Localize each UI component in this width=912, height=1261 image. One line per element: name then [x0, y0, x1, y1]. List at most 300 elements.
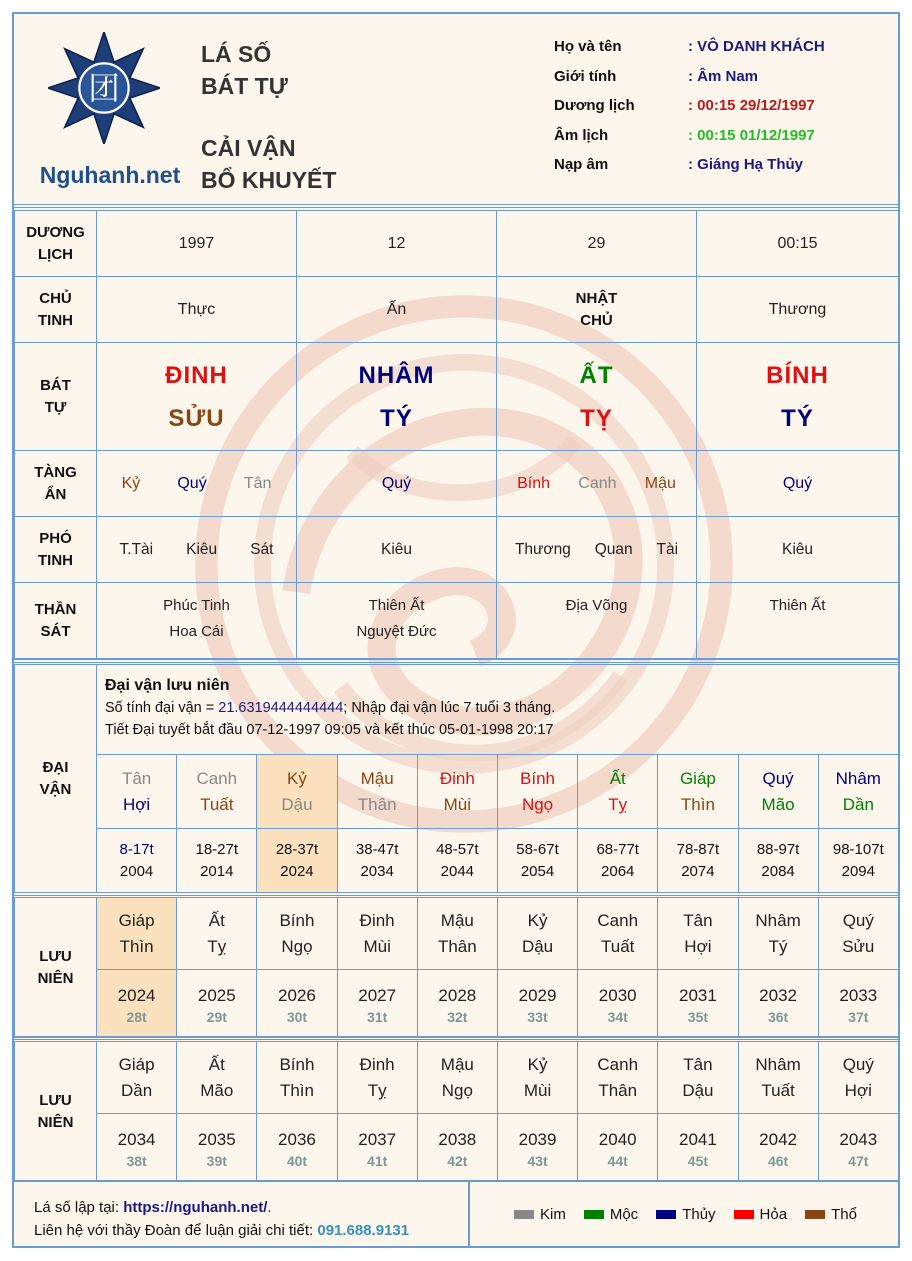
luu-nien-stem: Đinh — [359, 910, 395, 930]
dai-van-heading: Đại vận lưu niên — [105, 677, 230, 694]
luu-nien-age: 38t — [126, 1152, 147, 1169]
dai-van-age: 18-27t — [195, 840, 239, 858]
dai-van-age-cell[interactable] — [337, 829, 417, 893]
luu-nien-pillar[interactable] — [177, 1042, 257, 1114]
chu-tinh-month: Ấn — [297, 277, 497, 343]
dai-van-age: 8-17t — [119, 840, 154, 858]
luu-nien-stem: Bính — [279, 910, 315, 930]
dai-van-age: 98-107t — [832, 840, 884, 858]
pillar-branch: TÝ — [781, 404, 814, 432]
hidden-stem: Bính — [517, 474, 551, 492]
luu-nien-branch: Sửu — [842, 936, 875, 956]
luu-nien-age: 30t — [286, 1008, 308, 1025]
info-row — [554, 127, 825, 157]
dai-van-age-cell[interactable] — [257, 829, 337, 893]
luu-nien-age: 46t — [767, 1152, 789, 1169]
spirit-star: Hoa Cái — [169, 623, 224, 640]
dai-van-pillar[interactable] — [417, 755, 497, 829]
dai-van-age-cell[interactable] — [97, 829, 177, 893]
year-value: 1997 — [97, 211, 297, 277]
luu-nien-age: 34t — [607, 1008, 628, 1025]
pillar-cell — [697, 343, 899, 451]
luu-nien-year: 2038 — [438, 1129, 477, 1149]
spirit-cell — [97, 583, 297, 659]
luu-nien-stem: Giáp — [118, 910, 155, 930]
day-value: 29 — [497, 211, 697, 277]
luu-nien-age: 36t — [767, 1008, 789, 1025]
luu-nien-pillar[interactable] — [97, 1042, 177, 1114]
luu-nien-year-cell[interactable] — [257, 1114, 337, 1182]
dai-van-pillar[interactable] — [337, 755, 417, 829]
dai-van-info — [97, 665, 899, 755]
secondary-star: T.Tài — [119, 540, 154, 558]
dai-van-stem: Giáp — [679, 768, 716, 788]
dai-van-age: 78-87t — [676, 840, 720, 858]
dai-van-year: 2044 — [440, 862, 475, 880]
luu-nien-year-cell[interactable] — [417, 1114, 497, 1182]
luu-nien-stem: Ất — [208, 1054, 225, 1074]
legend-item — [514, 1206, 566, 1223]
hidden-stem: Quý — [782, 474, 813, 492]
info-label: Giới tính — [554, 67, 617, 85]
dai-van-table — [14, 664, 899, 893]
luu-nien-year-cell[interactable] — [97, 1114, 177, 1182]
luu-nien-branch: Tỵ — [207, 936, 227, 956]
info-label: Nạp âm — [554, 156, 609, 173]
legend-item — [805, 1206, 857, 1223]
luu-nien-age: 40t — [286, 1152, 308, 1169]
dai-van-year: 2084 — [761, 862, 795, 880]
info-value: : Giáng Hạ Thủy — [688, 156, 804, 173]
row-label-luu-nien-1: LƯU NIÊN — [15, 898, 97, 1038]
dai-van-pillar[interactable] — [738, 755, 818, 829]
luu-nien-branch: Tỵ — [367, 1080, 387, 1100]
dai-van-stem: Bính — [520, 768, 556, 788]
info-label: Họ và tên — [554, 38, 622, 55]
hidden-stem: Quý — [381, 474, 412, 492]
dai-van-branch: Tỵ — [608, 794, 628, 814]
luu-nien-branch: Dậu — [521, 936, 554, 956]
luu-nien-year: 2025 — [197, 985, 236, 1005]
dai-van-branch: Hợi — [122, 794, 151, 814]
luu-nien-pillar[interactable] — [578, 898, 658, 970]
legend-swatch — [805, 1210, 825, 1219]
dai-van-age-cell[interactable] — [497, 829, 577, 893]
row-label-bat-tu: BÁT TỰ — [15, 343, 97, 451]
element-legend — [514, 1206, 875, 1223]
row-label-tang-an: TÀNG ẨN — [15, 451, 97, 517]
luu-nien-year-cell[interactable] — [738, 1114, 818, 1182]
luu-nien-year: 2039 — [518, 1129, 557, 1149]
spirit-star: Thiên Ất — [368, 597, 425, 614]
row-tang-an — [15, 451, 899, 517]
legend-item — [584, 1206, 638, 1223]
pillar-branch: TỴ — [580, 404, 613, 432]
secondary-star: Kiêu — [186, 540, 218, 558]
dai-van-line-1: Số tính đại vận = 21.6319444444444; Nhập đại vận lúc 7 tuổi 3 tháng. — [105, 700, 556, 716]
luu-nien-pillar[interactable] — [578, 1042, 658, 1114]
legend-swatch — [734, 1210, 754, 1219]
title-block — [201, 38, 336, 196]
pillar-cell — [97, 343, 297, 451]
luu-nien-year-cell[interactable] — [497, 1114, 577, 1182]
luu-nien-pillar[interactable] — [257, 1042, 337, 1114]
dai-van-age-cell[interactable] — [818, 829, 898, 893]
luu-nien-branch: Ngọ — [441, 1080, 473, 1100]
info-value: : VÔ DANH KHÁCH — [688, 38, 825, 55]
luu-nien-branch: Thìn — [279, 1080, 314, 1100]
dai-van-pillar[interactable] — [578, 755, 658, 829]
luu-nien-table-1 — [14, 897, 899, 1038]
info-row — [554, 156, 825, 186]
dai-van-stem: Quý — [762, 768, 794, 788]
luu-nien-year: 2041 — [678, 1129, 717, 1149]
luu-nien-year-cell[interactable] — [417, 970, 497, 1038]
luu-nien-stem: Canh — [597, 1054, 639, 1074]
header — [14, 14, 898, 204]
hour-value: 00:15 — [697, 211, 899, 277]
luu-nien-year-cell[interactable] — [337, 970, 417, 1038]
secondary-star-cell — [97, 517, 297, 583]
luu-nien-year: 2031 — [678, 985, 717, 1005]
legend-label: Thổ — [831, 1206, 857, 1223]
footer-text: Lá số lập tại: https://nguhanh.net/. Liên hệ với thầy Đoàn để luận giải chi tiết: 091.688.9131 — [34, 1199, 410, 1239]
luu-nien-branch: Hợi — [844, 1080, 872, 1100]
luu-nien-year: 2034 — [117, 1129, 156, 1149]
luu-nien-branch: Thìn — [119, 936, 154, 956]
luu-nien-year: 2035 — [197, 1129, 236, 1149]
info-label: Âm lịch — [554, 126, 609, 144]
luu-nien-branch: Tuất — [761, 1080, 795, 1100]
luu-nien-pillar[interactable] — [818, 1042, 898, 1114]
row-pho-tinh — [15, 517, 899, 583]
hidden-stem: Kỷ — [121, 474, 141, 492]
dai-van-branch: Mão — [761, 794, 795, 814]
luu-nien-branch: Mùi — [363, 936, 391, 956]
dai-van-stem: Mậu — [360, 768, 394, 788]
luu-nien-branch: Mão — [200, 1080, 234, 1100]
dai-van-age: 48-57t — [436, 840, 479, 858]
luu-nien-pillar[interactable] — [497, 898, 577, 970]
dai-van-year: 2074 — [681, 862, 715, 880]
luu-nien-pillar[interactable] — [257, 898, 337, 970]
row-label-pho-tinh: PHÓ TINH — [15, 517, 97, 583]
dai-van-year: 2014 — [200, 862, 234, 880]
dai-van-stem: Nhâm — [835, 768, 881, 788]
luu-nien-age: 39t — [206, 1152, 227, 1169]
luu-nien-stem: Đinh — [359, 1054, 395, 1074]
hidden-stems-cell — [97, 451, 297, 517]
dai-van-branch: Dần — [842, 794, 874, 814]
dai-van-year: 2024 — [280, 862, 314, 880]
spirit-cell — [297, 583, 497, 659]
spirit-cell — [497, 583, 697, 659]
luu-nien-stem: Quý — [842, 910, 874, 930]
logo-star-icon — [48, 32, 160, 144]
hidden-stem: Canh — [578, 474, 617, 492]
dai-van-pillar[interactable] — [497, 755, 577, 829]
luu-nien-age: 32t — [447, 1008, 468, 1025]
dai-van-age-cell[interactable] — [658, 829, 738, 893]
legend-label: Hỏa — [759, 1206, 788, 1223]
luu-nien-year-cell[interactable] — [578, 970, 658, 1038]
luu-nien-year: 2030 — [598, 985, 637, 1005]
luu-nien-stem: Nhâm — [755, 910, 801, 930]
luu-nien-age: 45t — [687, 1152, 709, 1169]
title-line-2: BÁT TỰ — [201, 73, 288, 99]
hidden-stems-cell — [697, 451, 899, 517]
info-row — [554, 38, 825, 68]
legend-label: Thủy — [682, 1206, 716, 1223]
dai-van-branch: Tuất — [200, 794, 234, 814]
luu-nien-year: 2033 — [839, 985, 878, 1005]
chu-tinh-year: Thực — [97, 277, 297, 343]
dai-van-pillar[interactable] — [177, 755, 257, 829]
luu-nien-pillar[interactable] — [337, 898, 417, 970]
luu-nien-year-cell[interactable] — [257, 970, 337, 1038]
divider — [14, 204, 898, 208]
luu-nien-year-cell[interactable] — [337, 1114, 417, 1182]
secondary-star: Thương — [514, 540, 571, 558]
dai-van-age: 28-37t — [275, 840, 319, 858]
luu-nien-year-cell[interactable] — [818, 970, 898, 1038]
secondary-star: Kiêu — [380, 540, 413, 558]
dai-van-pillar[interactable] — [658, 755, 738, 829]
bazi-chart-table — [14, 210, 899, 659]
luu-nien-branch: Tý — [768, 936, 788, 956]
luu-nien-stem: Kỷ — [527, 910, 548, 930]
dai-van-year: 2064 — [601, 862, 635, 880]
dai-van-stem: Kỷ — [287, 768, 307, 788]
luu-nien-branch: Mùi — [523, 1080, 552, 1100]
divider — [14, 1036, 898, 1040]
luu-nien-stem: Nhâm — [755, 1054, 801, 1074]
hidden-stems-cell — [297, 451, 497, 517]
luu-nien-age: 29t — [206, 1008, 227, 1025]
luu-nien-stem: Tân — [683, 1054, 713, 1074]
dai-van-pillar[interactable] — [818, 755, 898, 829]
bazi-sheet — [12, 12, 900, 1248]
info-value: : Âm Nam — [688, 67, 759, 85]
secondary-star-cell — [697, 517, 899, 583]
site-link[interactable]: https://nguhanh.net/ — [123, 1199, 268, 1216]
luu-nien-branch: Ngọ — [281, 936, 313, 956]
luu-nien-year: 2037 — [358, 1129, 397, 1149]
spirit-star: Nguyệt Đức — [356, 623, 437, 640]
dai-van-age: 88-97t — [756, 840, 800, 858]
hidden-stem: Mậu — [644, 474, 676, 492]
luu-nien-year: 2036 — [278, 1129, 316, 1149]
luu-nien-age: 43t — [527, 1152, 548, 1169]
luu-nien-pillar[interactable] — [417, 898, 497, 970]
secondary-star: Tài — [656, 540, 679, 558]
luu-nien-year: 2042 — [759, 1129, 797, 1149]
dai-van-branch: Dậu — [281, 794, 313, 814]
luu-nien-stem: Tân — [683, 910, 713, 930]
hidden-stem: Quý — [177, 474, 207, 492]
dai-van-pillar[interactable] — [97, 755, 177, 829]
row-than-sat — [15, 583, 899, 659]
dai-van-line-2: Tiết Đại tuyết bắt đầu 07-12-1997 09:05 và kết thúc 05-01-1998 20:17 — [105, 722, 554, 738]
hidden-stems-cell — [497, 451, 697, 517]
luu-nien-age: 42t — [447, 1152, 468, 1169]
row-label-chu-tinh: CHỦ TINH — [15, 277, 97, 343]
luu-nien-stem: Ất — [208, 910, 225, 930]
dai-van-pillar[interactable] — [257, 755, 337, 829]
phone-number[interactable]: 091.688.9131 — [317, 1222, 410, 1239]
legend-label: Kim — [540, 1206, 566, 1223]
pillar-stem: ẤT — [579, 361, 614, 389]
subtitle-line-2: BỔ KHUYẾT — [201, 167, 337, 193]
luu-nien-age: 47t — [848, 1152, 869, 1169]
luu-nien-year: 2027 — [358, 985, 397, 1005]
info-value: : 00:15 01/12/1997 — [688, 126, 815, 144]
nhat-chu-label: NHẬT CHỦ — [497, 277, 697, 343]
secondary-star: Quan — [594, 540, 633, 558]
luu-nien-pillar[interactable] — [738, 1042, 818, 1114]
luu-nien-age: 37t — [848, 1008, 869, 1025]
luu-nien-branch: Dậu — [682, 1080, 714, 1100]
secondary-star: Kiêu — [781, 540, 814, 558]
luu-nien-stem: Quý — [842, 1054, 874, 1074]
row-label-duong-lich: DƯƠNG LỊCH — [15, 211, 97, 277]
row-duong-lich — [15, 211, 899, 277]
luu-nien-year: 2028 — [438, 985, 477, 1005]
luu-nien-age: 35t — [687, 1008, 709, 1025]
luu-nien-pillar[interactable] — [337, 1042, 417, 1114]
pillar-branch: SỬU — [168, 404, 225, 432]
chu-tinh-hour: Thương — [697, 277, 899, 343]
dai-van-branch: Thìn — [680, 794, 715, 814]
dai-van-stem: Ất — [609, 768, 626, 788]
luu-nien-pillar[interactable] — [177, 898, 257, 970]
spirit-cell — [697, 583, 899, 659]
secondary-star-cell — [497, 517, 697, 583]
luu-nien-year-cell[interactable] — [97, 970, 177, 1038]
info-label: Dương lịch — [554, 97, 635, 114]
luu-nien-stem: Canh — [597, 910, 639, 930]
divider — [14, 892, 898, 896]
pillar-stem: NHÂM — [358, 361, 435, 389]
info-row — [554, 97, 825, 127]
hidden-stem: Tân — [243, 474, 272, 492]
dai-van-year: 2004 — [119, 862, 154, 880]
luu-nien-year-cell[interactable] — [177, 970, 257, 1038]
luu-nien-year: 2026 — [278, 985, 316, 1005]
luu-nien-pillar[interactable] — [738, 898, 818, 970]
dai-van-age-cell[interactable] — [177, 829, 257, 893]
luu-nien-year-cell[interactable] — [177, 1114, 257, 1182]
luu-nien-year-cell[interactable] — [497, 970, 577, 1038]
luu-nien-year-cell[interactable] — [738, 970, 818, 1038]
luu-nien-branch: Thân — [598, 1080, 638, 1100]
dai-van-age-cell[interactable] — [578, 829, 658, 893]
legend-swatch — [514, 1210, 534, 1219]
luu-nien-pillar[interactable] — [497, 1042, 577, 1114]
spirit-star: Địa Võng — [565, 597, 628, 614]
luu-nien-year-cell[interactable] — [658, 1114, 738, 1182]
info-value: : 00:15 29/12/1997 — [688, 97, 815, 114]
spirit-star: Thiên Ất — [769, 597, 826, 614]
footer — [14, 1180, 898, 1246]
luu-nien-branch: Dần — [121, 1080, 153, 1100]
luu-nien-year-cell[interactable] — [818, 1114, 898, 1182]
row-label-luu-nien-2: LƯU NIÊN — [15, 1042, 97, 1182]
dai-van-year: 2034 — [360, 862, 394, 880]
row-label-than-sat: THẦN SÁT — [15, 583, 97, 659]
luu-nien-table-2 — [14, 1041, 899, 1182]
secondary-star-cell — [297, 517, 497, 583]
title-line-1: LÁ SỐ — [201, 41, 272, 67]
luu-nien-year-cell[interactable] — [658, 970, 738, 1038]
luu-nien-age: 31t — [367, 1008, 388, 1025]
pillar-stem: BÍNH — [766, 361, 829, 389]
luu-nien-age: 33t — [527, 1008, 548, 1025]
footer-divider — [468, 1182, 470, 1248]
luu-nien-stem: Mậu — [440, 1054, 474, 1074]
legend-swatch — [584, 1210, 604, 1219]
luu-nien-year-cell[interactable] — [578, 1114, 658, 1182]
pillar-cell — [297, 343, 497, 451]
dai-van-age: 38-47t — [355, 840, 399, 858]
luu-nien-pillar[interactable] — [658, 898, 738, 970]
luu-nien-stem: Bính — [279, 1054, 315, 1074]
dai-van-stem: Canh — [196, 768, 238, 788]
person-info — [554, 38, 825, 186]
divider — [14, 659, 898, 663]
luu-nien-pillar[interactable] — [97, 898, 177, 970]
luu-nien-pillar[interactable] — [658, 1042, 738, 1114]
row-label-dai-van: ĐẠI VẬN — [15, 665, 97, 893]
dai-van-stem: Tân — [121, 768, 152, 788]
luu-nien-pillar[interactable] — [417, 1042, 497, 1114]
dai-van-branch: Ngọ — [521, 794, 554, 814]
dai-van-age: 68-77t — [596, 840, 639, 858]
secondary-star: Sát — [250, 540, 274, 558]
site-name[interactable]: Nguhanh.net — [39, 162, 181, 188]
dai-van-age: 58-67t — [516, 840, 559, 858]
luu-nien-branch: Hợi — [684, 936, 712, 956]
luu-nien-pillar[interactable] — [818, 898, 898, 970]
info-row — [554, 68, 825, 98]
legend-item — [734, 1206, 788, 1223]
luu-nien-age: 44t — [607, 1152, 628, 1169]
luu-nien-year: 2032 — [759, 985, 797, 1005]
luu-nien-age: 28t — [126, 1008, 147, 1025]
legend-swatch — [656, 1210, 676, 1219]
luu-nien-stem: Kỷ — [527, 1054, 548, 1074]
legend-label: Mộc — [609, 1206, 639, 1223]
dai-van-age-cell[interactable] — [417, 829, 497, 893]
luu-nien-stem: Mậu — [440, 910, 474, 930]
luu-nien-age: 41t — [367, 1152, 388, 1169]
subtitle-line-1: CẢI VẬN — [201, 135, 296, 161]
logo-glyph: 团 — [88, 71, 120, 108]
legend-item — [656, 1206, 715, 1223]
luu-nien-branch: Tuất — [601, 936, 635, 956]
pillar-stem: ĐINH — [165, 361, 228, 389]
dai-van-year: 2094 — [841, 862, 875, 880]
luu-nien-year: 2040 — [598, 1129, 637, 1149]
row-bat-tu — [15, 343, 899, 451]
dai-van-branch: Thân — [357, 794, 397, 814]
dai-van-age-cell[interactable] — [738, 829, 818, 893]
luu-nien-year: 2024 — [117, 985, 156, 1005]
dai-van-branch: Mùi — [443, 794, 472, 814]
dai-van-stem: Đinh — [439, 768, 475, 788]
luu-nien-branch: Thân — [437, 936, 477, 956]
pillar-cell — [497, 343, 697, 451]
